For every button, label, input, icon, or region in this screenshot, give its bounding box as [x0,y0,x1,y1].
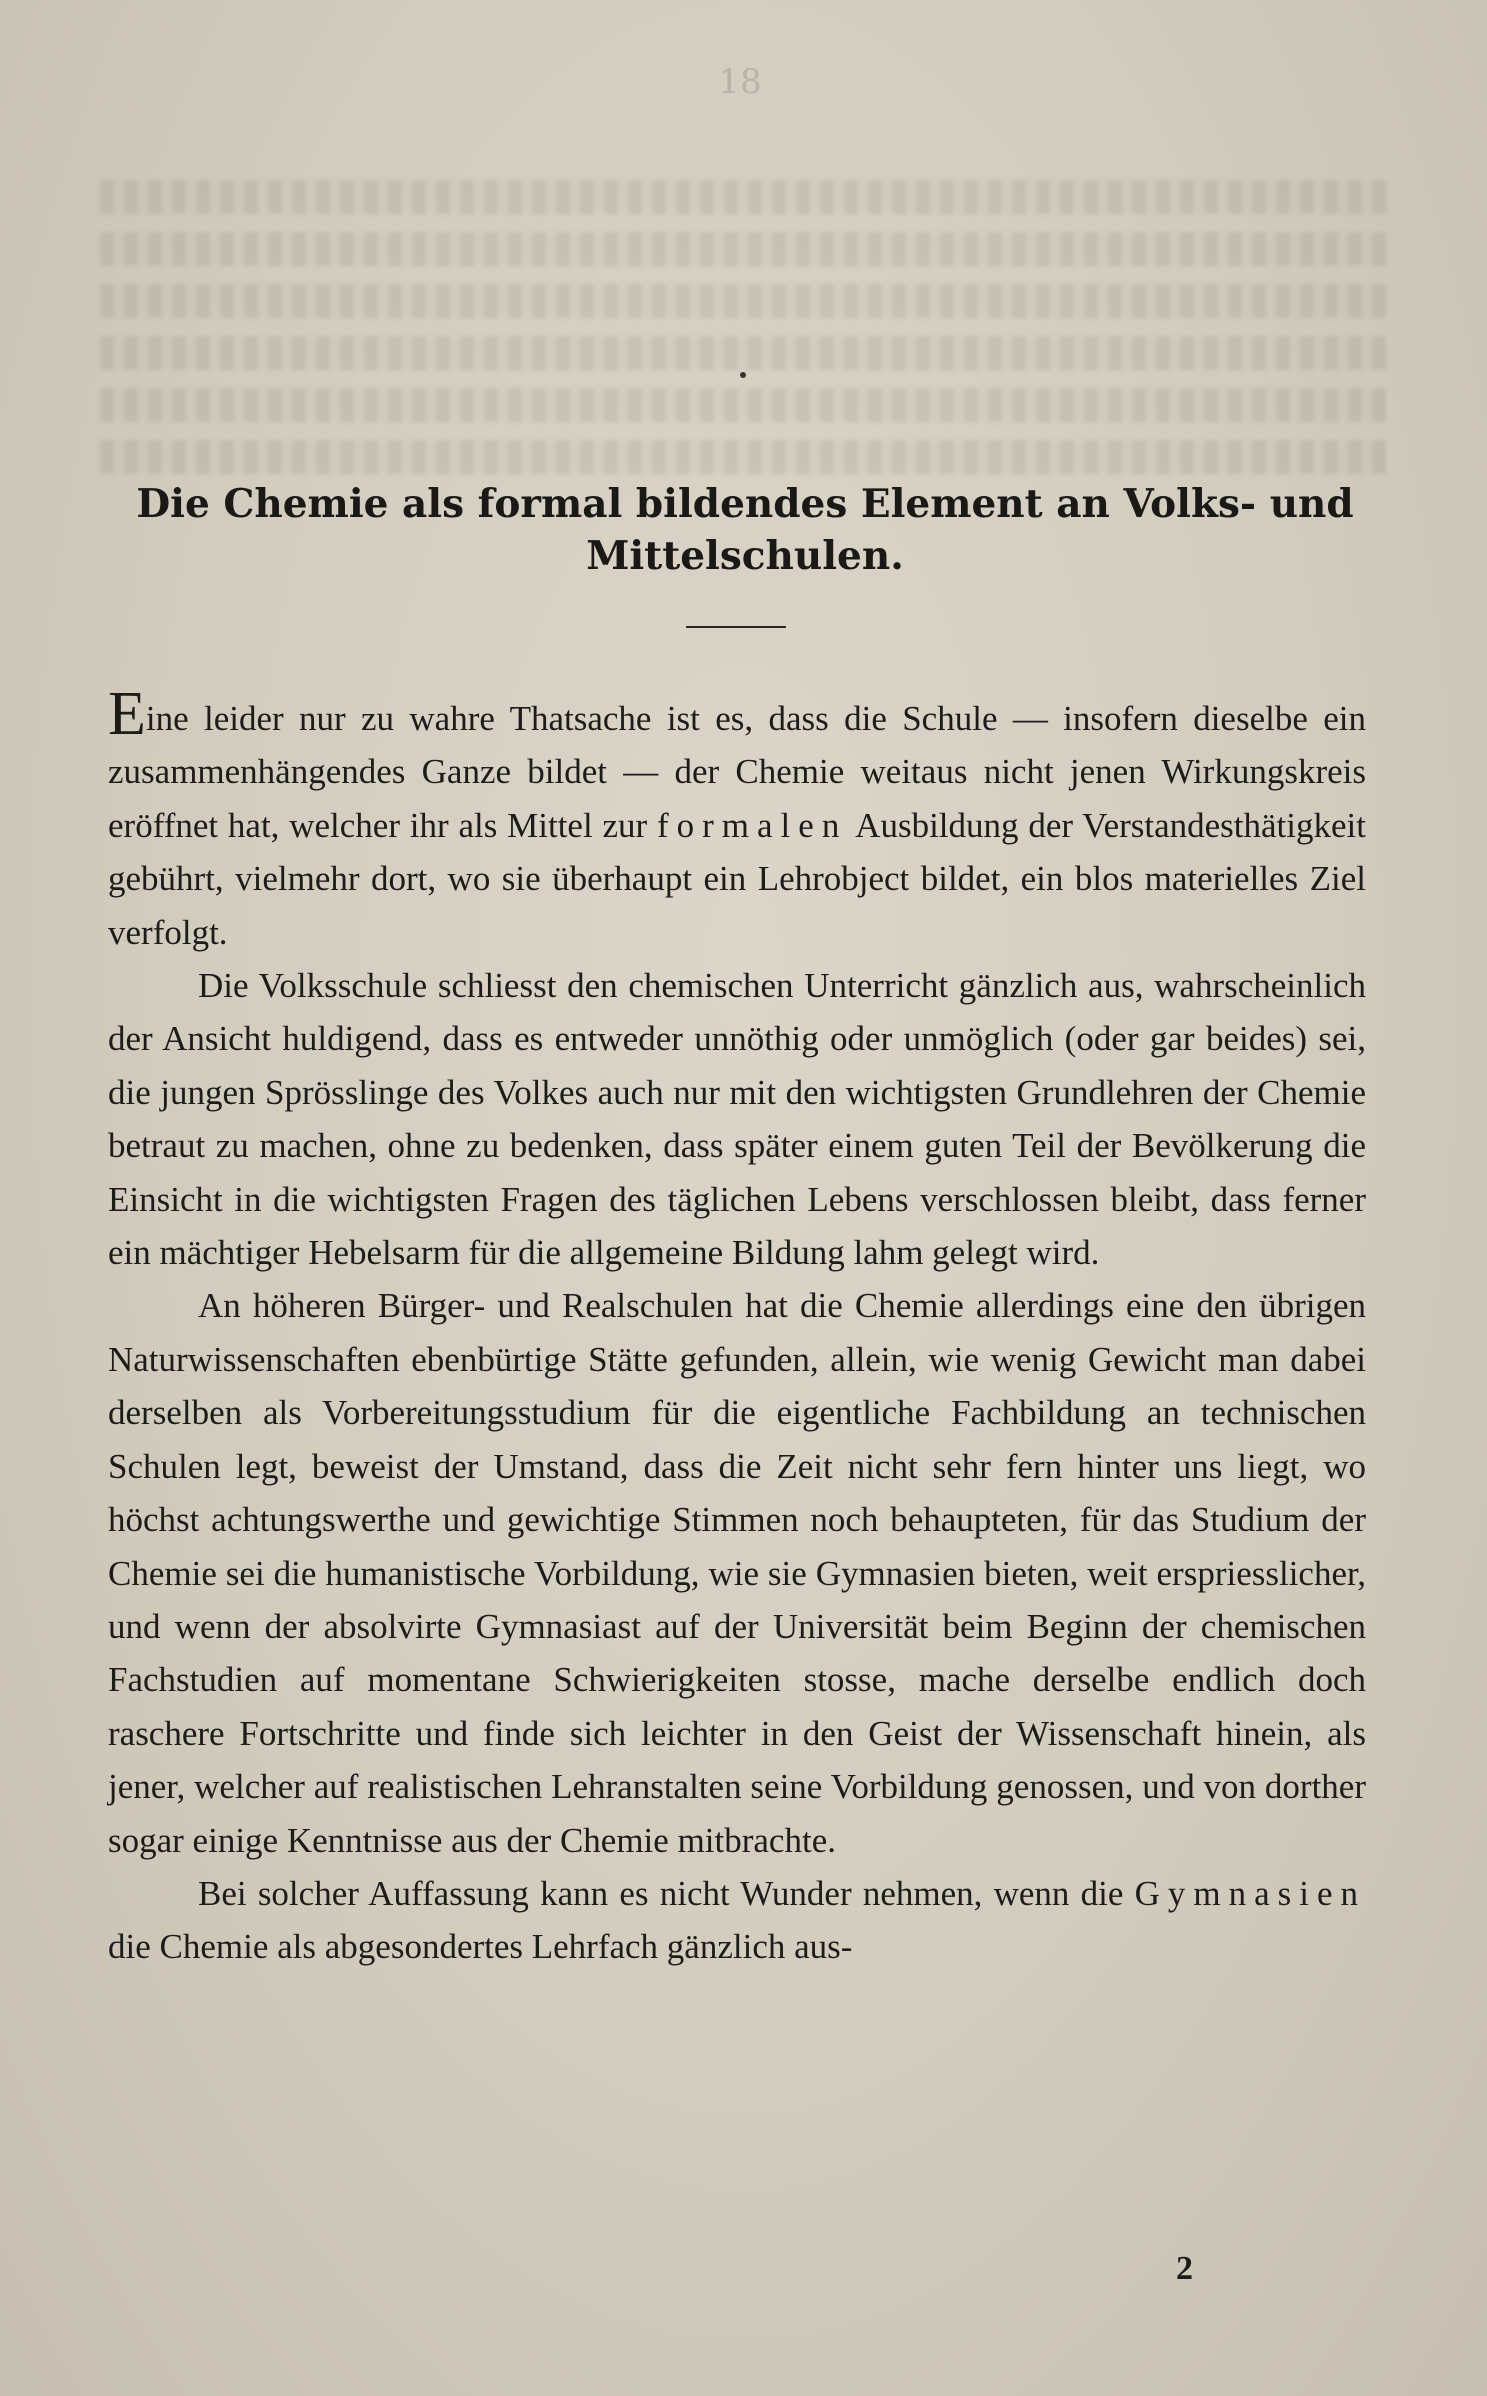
paragraph-1-text-a: ine leider nur zu wahre Thatsache ist es, dass die Schule — insofern dieselbe ein zusammenhängendes Ganze bildet — der Chemie weitaus nicht jenen Wirkungskreis eröffnet hat, welcher ihr als Mittel zur [108,699,1366,845]
title-line-1: Die Chemie als formal bildendes Element an Volks- und [136,481,1354,527]
paragraph-4-text-a: Bei solcher Auffassung kann es nicht Wunder nehmen, wenn die [198,1873,1135,1913]
paragraph-1 [108,680,1366,959]
paragraph-4 [108,1867,1366,1974]
paragraph-2: Die Volksschule schliesst den chemischen Unterricht gänzlich aus, wahrscheinlich der Ansicht huldigend, dass es entweder unnöthig oder unmöglich (oder gar beides) sei, die jungen Sprösslinge des Volkes auch nur mit den wichtigsten Grundlehren der Chemie betraut zu machen, ohne zu bedenken, dass später einem guten Teil der Bevölkerung die Einsicht in die wichtigsten Fragen des täglichen Lebens verschlossen bleibt, dass ferner ein mächtiger Hebelsarm für die allgemeine Bildung lahm gelegt wird. [108,966,1366,1273]
show-through-text [100,336,1387,370]
show-through-text [100,180,1387,214]
emphasis-spaced-word: Gymnasien [1134,1873,1366,1913]
paragraph-1-text-b: Ausbildung der Verstandesthätigkeit gebührt, vielmehr dort, wo sie überhaupt ein Lehrobject bildet, ein blos materielles Ziel verfolgt. [108,805,1366,952]
faint-page-number: 18 [718,62,762,102]
show-through-text [100,232,1387,266]
chapter-title [100,478,1390,582]
show-through-text [100,284,1387,318]
title-divider [686,626,786,628]
show-through-text [100,388,1387,422]
title-line-2: Mittelschulen. [586,533,904,579]
show-through-text [100,440,1387,474]
drop-capital: E [108,680,146,748]
paragraph-3: An höheren Bürger- und Realschulen hat die Chemie allerdings eine den übrigen Naturwissenschaften ebenbürtige Stätte gefunden, allein, wie wenig Gewicht man dabei derselben als Vorbereitungsstudium für die eigentliche Fachbildung an technischen Schulen legt, beweist der Umstand, dass die Zeit nicht sehr fern hinter uns liegt, wo höchst achtungswerthe und gewichtige Stimmen noch behaupteten, für das Studium der Chemie sei die humanistische Vorbildung, wie sie Gymnasien bieten, weit erspriesslicher, und wenn der absolvirte Gymnasiast auf der Universität beim Beginn der chemischen Fachstudien auf momentane Schwierigkeiten stosse, mache derselbe endlich doch raschere Fortschritte und finde sich leichter in den Geist der Wissenschaft hinein, als jener, welcher auf realistischen Lehranstalten seine Vorbildung genossen, und von dorther sogar einige Kenntnisse aus der Chemie mitbrachte. [108,1286,1366,1860]
body-text [108,680,1366,1974]
signature-mark: 2 [1176,2250,1193,2287]
paragraph-4-text-b: die Chemie als abgesondertes Lehrfach gänzlich aus- [108,1927,853,1967]
emphasis-spaced-word: formalen [656,805,848,845]
ink-speck [740,372,746,378]
